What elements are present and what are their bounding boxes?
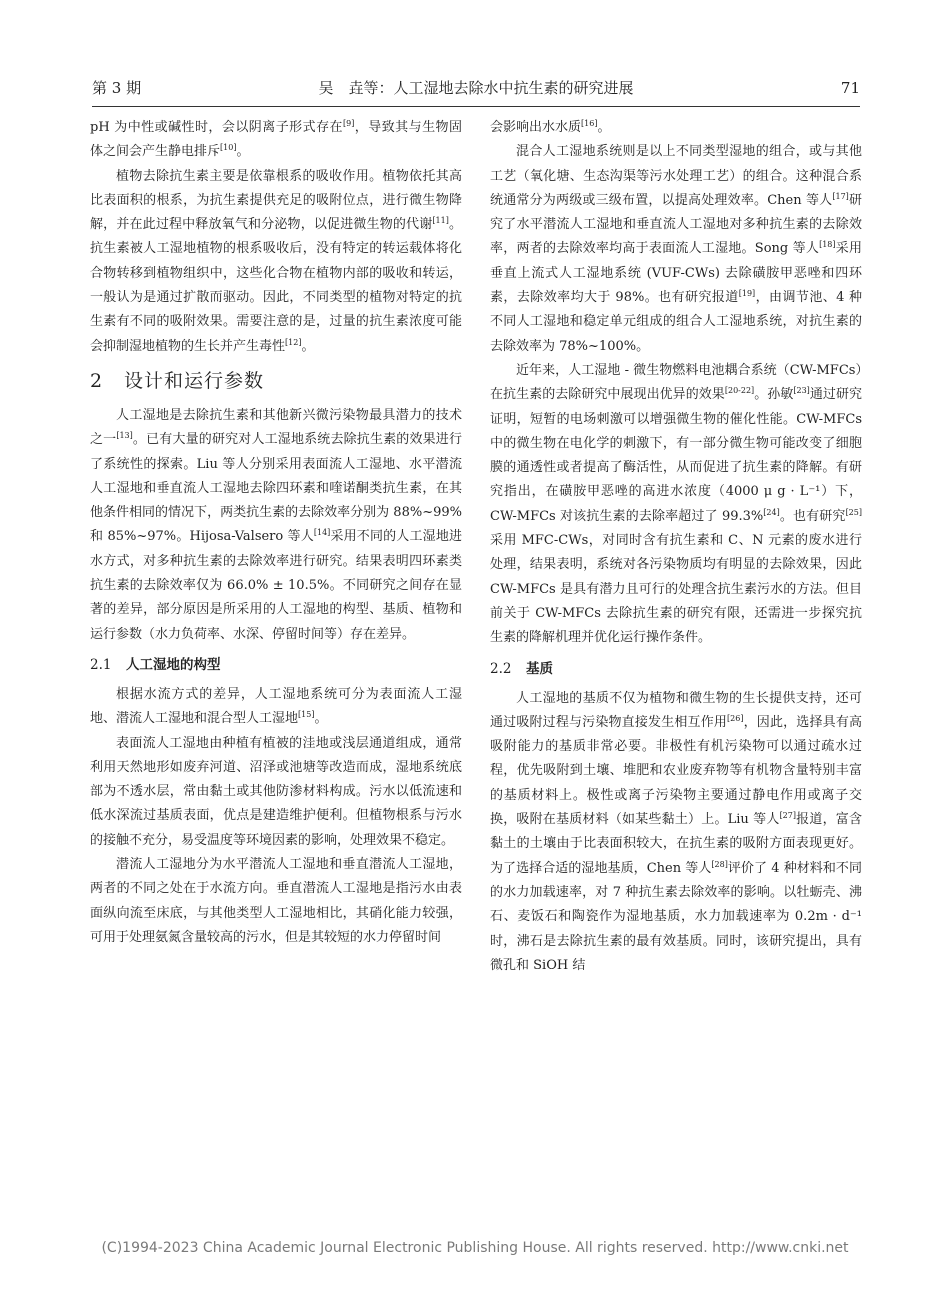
section-heading — [90, 368, 462, 394]
text-run: 评价了 4 种材料和不同的水力加载速率，对 7 种抗生素去除效率的影响。以牡蛎壳、沸石、麦饭石和陶瓷作为湿地基质，水力加载速率为 0.2m · d⁻¹ 时，沸石是去除抗生素的最有效基质。同时，该研究提出，具有微孔和 SiOH 结 — [490, 860, 862, 973]
text-run: ，因此，选择具有高吸附能力的基质非常必要。非极性有机污染物可以通过疏水过程，优先吸附到土壤、堆肥和农业废弃物等有机物含量特别丰富的基质材料上。极性或离子污染物主要通过静电作用或离子交换，吸附在基质材料（如某些黏土）上。Liu 等人 — [490, 714, 862, 828]
citation-ref: [13] — [116, 431, 133, 441]
subsection-title: 人工湿地的构型 — [126, 656, 221, 673]
text-run: 通过研究证明，短暂的电场刺激可以增强微生物的催化性能。CW-MFCs 中的微生物在电化学的刺激下，有一部分微生物可能改变了细胞膜的通透性或者提高了酶活性，从而促进了抗生素的降解。有研究指出，在磺胺甲恶唑的高进水浓度（4000 μ g · L⁻¹）下，CW-MFCs 对该抗生素的去除率超过了 99.3% — [490, 387, 862, 524]
text-run: 表面流人工湿地由种植有植被的洼地或浅层通道组成，通常利用天然地形如废弃河道、沼泽或池塘等改造而成，湿地系统底部为不透水层，常由黏土或其他防渗材料构成。污水以低流速和低水深流过基质表面，优点是建造维护便利。但植物根系与污水的接触不充分，易受温度等环境因素的影响，处理效果不稳定。 — [90, 735, 462, 848]
paragraph — [90, 165, 462, 359]
text-run: 。 — [236, 144, 250, 160]
text-run: ，导致其与生物固体之间会产生静电排斥 — [90, 120, 462, 160]
citation-ref: [27] — [779, 811, 796, 821]
paragraph — [90, 853, 462, 950]
issue-number: 第 3 期 — [92, 79, 142, 97]
text-run: 。 — [301, 338, 315, 354]
paragraph — [90, 404, 462, 647]
page-number: 71 — [840, 79, 860, 97]
citation-ref: [28] — [711, 859, 728, 869]
paragraph — [90, 683, 462, 732]
paragraph — [490, 359, 862, 651]
left-column — [90, 116, 462, 950]
text-run: 人工湿地的基质不仅为植物和微生物的生长提供支持，还可通过吸附过程与污染物直接发生相互作用 — [490, 690, 862, 730]
citation-ref: [16] — [581, 119, 598, 128]
text-run: 近年来，人工湿地 - 微生物燃料电池耦合系统（CW-MFCs）在抗生素的去除研究中展现出优异的效果 — [490, 362, 862, 403]
text-run: 混合人工湿地系统则是以上不同类型湿地的组合，或与其他工艺（氧化塘、生态沟渠等污水处理工艺）的组合。这种混合系统通常分为两级或三级布置，以提高处理效率。Chen 等人 — [490, 144, 862, 208]
text-run: 报道，富含黏土的土壤由于比表面积较大，在抗生素的吸附方面表现更好。为了选择合适的湿地基质，Chen 等人 — [490, 812, 862, 876]
subsection-title: 基质 — [526, 660, 553, 677]
paragraph — [490, 687, 862, 979]
text-run: 。 — [314, 711, 328, 727]
section-title: 设计和运行参数 — [124, 369, 265, 392]
text-run: 采用不同的人工湿地进水方式，对多种抗生素的去除效率进行研究。结果表明四环素类抗生素的去除效率仅为 66.0% ± 10.5%。不同研究之间存在显著的差异，部分原因是所采用的人工湿地的构型、基质、植物和运行参数（水力负荷率、水深、停留时间等）存在差异。 — [90, 529, 462, 642]
citation-ref: [14] — [313, 528, 331, 538]
subsection-number: 2.1 — [90, 656, 112, 673]
citation-ref: [12] — [285, 337, 302, 347]
citation-ref: [18] — [819, 240, 836, 250]
text-run: 采用垂直上流式人工湿地系统 (VUF-CWs) 去除磺胺甲恶唑和四环素，去除效率均大于 98%。也有研究报道 — [490, 241, 862, 306]
text-run: 采用 MFC-CWs，对同时含有抗生素和 C、N 元素的废水进行处理，结果表明，系统对各污染物质均有明显的去除效果，因此 CW-MFCs 是具有潜力且可行的处理含抗生素污水的方法。但目前关于 CW-MFCs 去除抗生素的研究有限，还需进一步探究抗生素的降解机理并优化运行操作条件。 — [490, 533, 862, 646]
citation-ref: [17] — [832, 191, 849, 201]
text-run: pH 为中性或碱性时，会以阴离子形式存在 — [90, 120, 343, 135]
copyright-footer: (C)1994-2023 China Academic Journal Electronic Publishing House. All rights reserved. http://www.cnki.net — [101, 1240, 849, 1256]
citation-ref: [26] — [727, 713, 744, 723]
section-number: 2 — [90, 369, 104, 392]
text-run: 。也有研究 — [779, 508, 846, 524]
text-run: 潜流人工湿地分为水平潜流人工湿地和垂直潜流人工湿地，两者的不同之处在于水流方向。垂直潜流人工湿地是指污水由表面纵向流至床底，与其他类型人工湿地相比，其硝化能力较强，可用于处理氨氮含量较高的污水，但是其较短的水力停留时间 — [90, 857, 462, 945]
text-run: 。抗生素被人工湿地植物的根系吸收后，没有特定的转运载体将化合物转移到植物组织中，这些化合物在植物内部的吸收和转运，一般认为是通过扩散而驱动。因此，不同类型的植物对特定的抗生素有不同的吸附效果。需要注意的是，过量的抗生素浓度可能会抑制湿地植物的生长并产生毒性 — [90, 217, 462, 354]
right-column — [490, 116, 862, 978]
paragraph — [90, 732, 462, 853]
running-title: 吴 垚等：人工湿地去除水中抗生素的研究进展 — [318, 79, 634, 97]
text-run: 研究了水平潜流人工湿地和垂直流人工湿地对多种抗生素的去除效率，两者的去除效率均高于表面流人工湿地。Song 等人 — [490, 192, 862, 257]
text-run: 人工湿地是去除抗生素和其他新兴微污染物最具潜力的技术之一 — [90, 407, 462, 448]
header-rule — [92, 106, 860, 107]
paragraph — [490, 140, 862, 359]
citation-ref: [19] — [738, 289, 756, 299]
subsection-number: 2.2 — [490, 660, 512, 677]
text-run: 。孙敏 — [754, 387, 794, 403]
citation-ref: [24] — [763, 507, 780, 517]
text-run: ，由调节池、4 种不同人工湿地和稳定单元组成的组合人工湿地系统，对抗生素的去除效率为 78%~100%。 — [490, 290, 863, 354]
paragraph — [490, 116, 862, 140]
subsection-heading — [90, 653, 462, 677]
text-run: 植物去除抗生素主要是依靠根系的吸收作用。植物依托其高比表面积的根系，为抗生素提供充足的吸附位点，进行微生物降解，并在此过程中释放氧气和分泌物，以促进微生物的代谢 — [90, 168, 462, 233]
citation-ref: [25] — [845, 507, 862, 517]
text-run: 。 — [597, 120, 611, 135]
citation-ref: [20-22] — [724, 386, 755, 396]
text-run: 。已有大量的研究对人工湿地系统去除抗生素的效果进行了系统性的探索。Liu 等人分别采用表面流人工湿地、水平潜流人工湿地和垂直流人工湿地去除四环素和喹诺酮类抗生素，在其他条件相同的情况下，两类抗生素的去除效率分别为 88%~99% 和 85%~97%。Hijosa-Valsero 等人 — [90, 432, 462, 545]
text-run: 会影响出水水质 — [490, 120, 582, 135]
citation-ref: [23] — [793, 386, 810, 396]
citation-ref: [11] — [432, 216, 449, 226]
page-header — [92, 74, 860, 102]
citation-ref: [9] — [343, 119, 355, 128]
citation-ref: [15] — [298, 710, 315, 720]
text-run: 根据水流方式的差异，人工湿地系统可分为表面流人工湿地、潜流人工湿地和混合型人工湿地 — [90, 686, 462, 727]
subsection-heading — [490, 657, 862, 681]
paragraph — [90, 116, 462, 165]
citation-ref: [10] — [220, 143, 237, 153]
